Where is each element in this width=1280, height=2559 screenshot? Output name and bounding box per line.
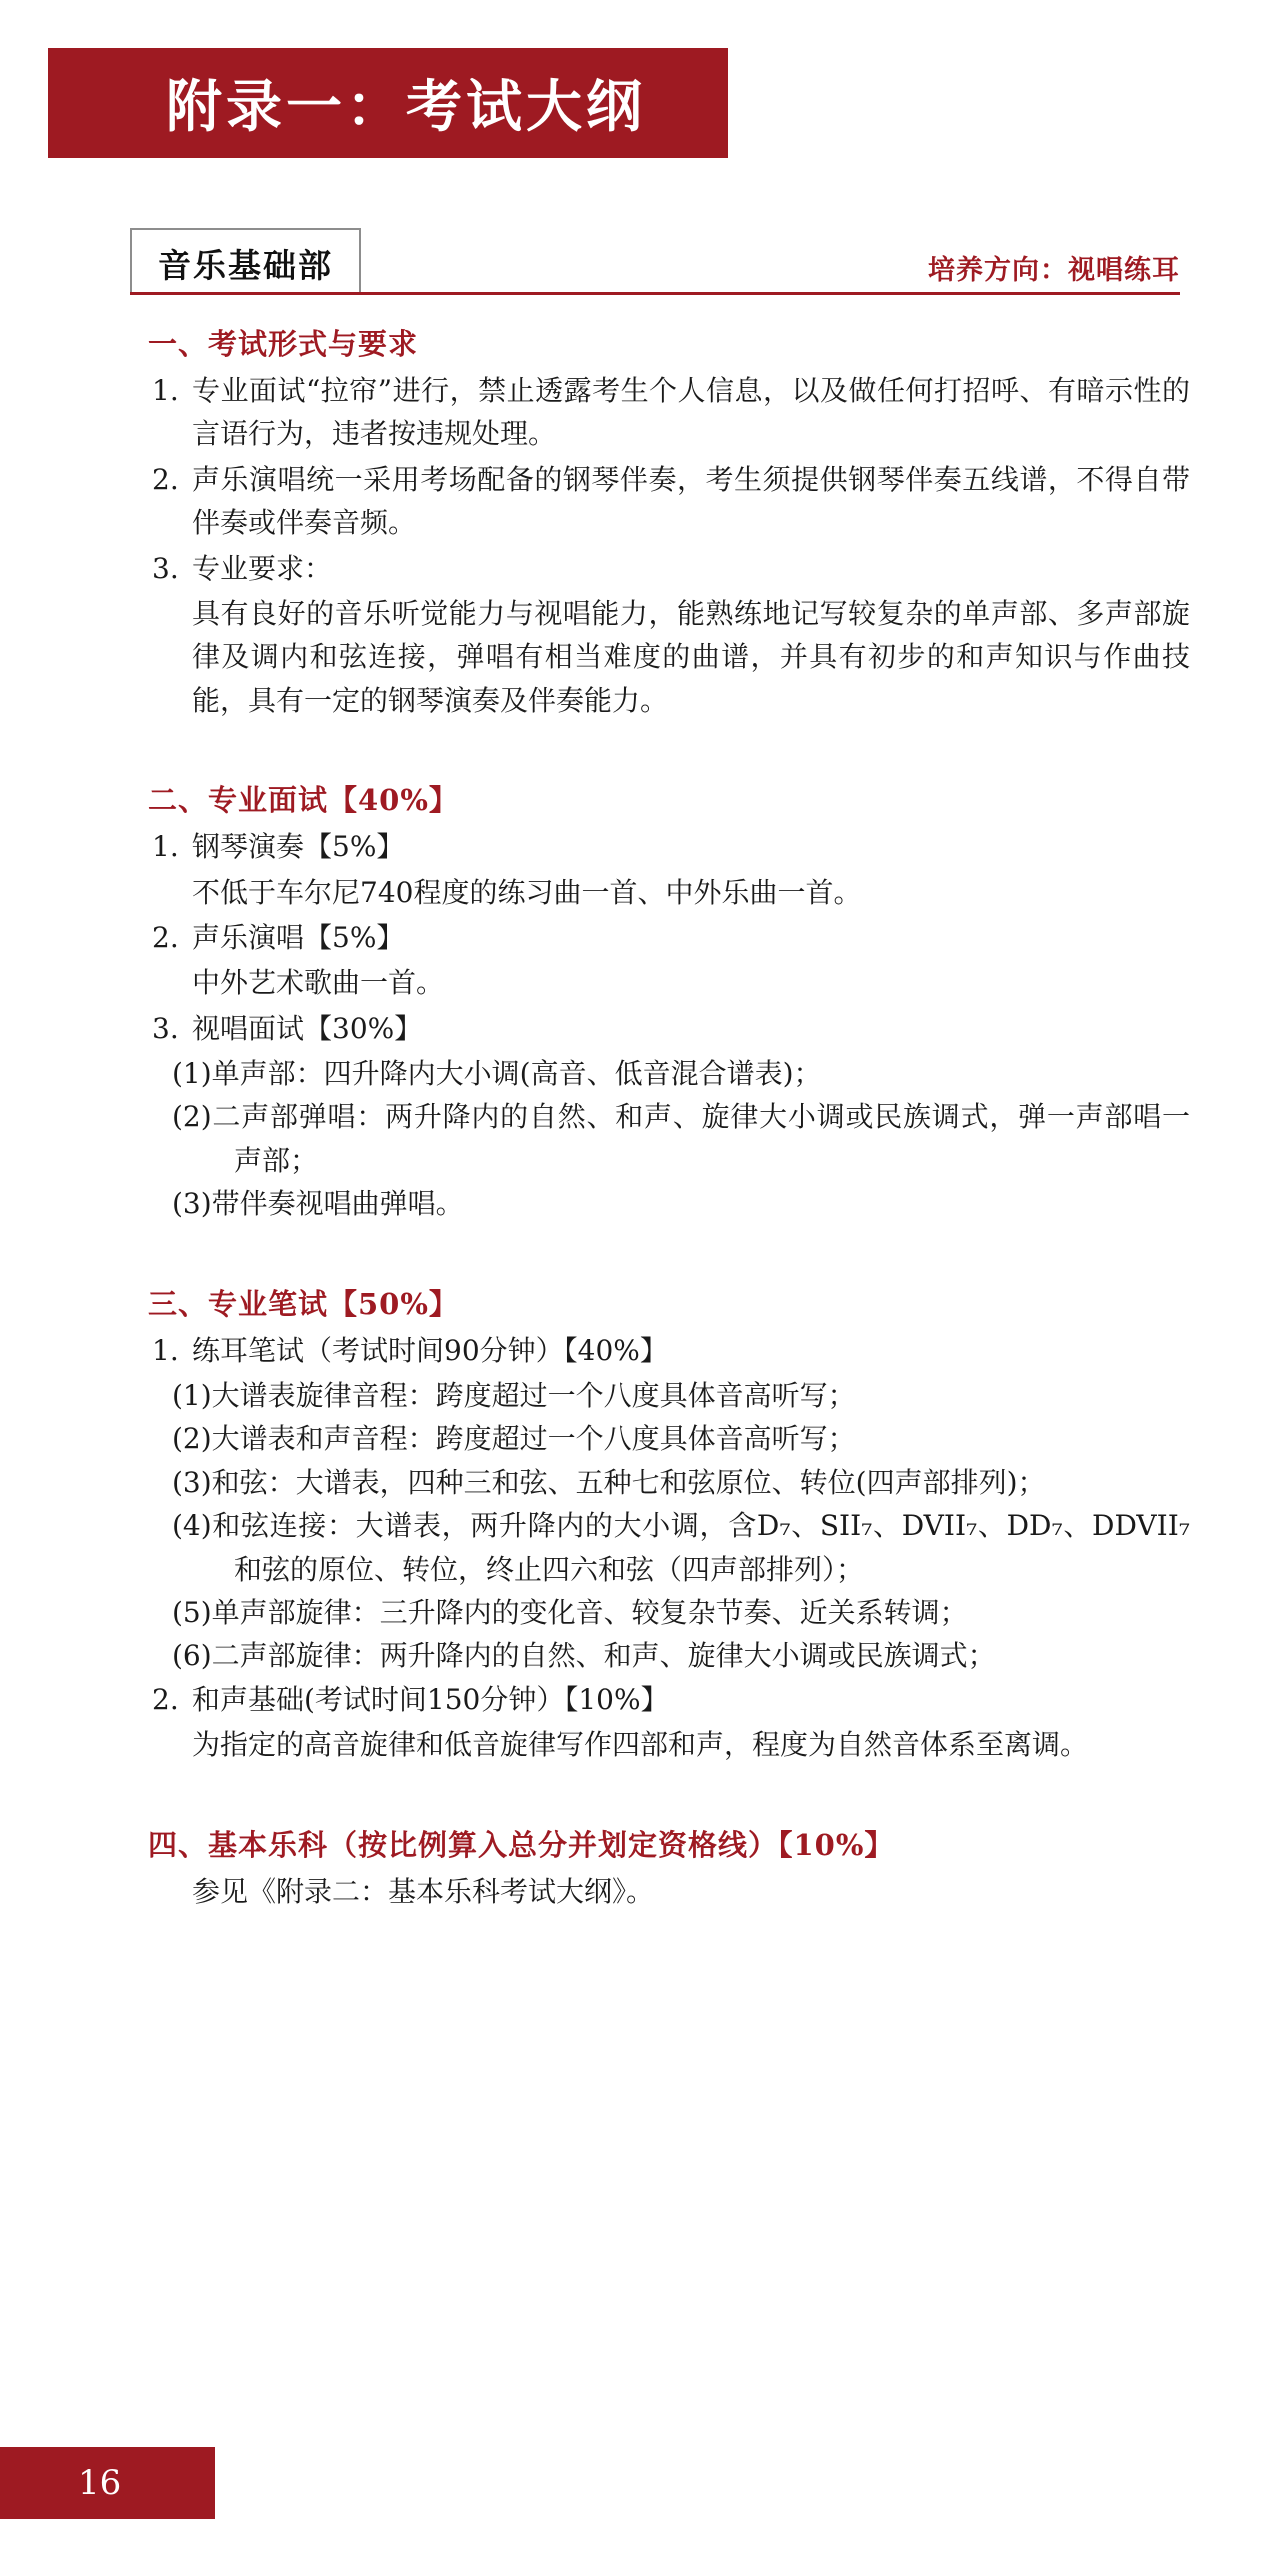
list-item <box>130 369 1190 456</box>
item-number: 3. <box>152 551 179 585</box>
item-text: 视唱面试【30%】 <box>192 1011 423 1045</box>
list-item <box>130 1678 1190 1721</box>
item-number: 3. <box>152 1011 179 1045</box>
title-banner <box>48 48 728 158</box>
section-2-heading: 二、专业面试【40%】 <box>148 783 459 818</box>
list-item <box>130 1007 1190 1050</box>
sub-item: (3)和弦：大谱表，四种三和弦、五种七和弦原位、转位(四声部排列)； <box>172 1465 1046 1499</box>
page-title: 附录一：考试大纲 <box>166 74 646 140</box>
item-number: 2. <box>152 1682 179 1716</box>
item-number: 1. <box>152 374 179 407</box>
section-1-heading: 一、考试形式与要求 <box>148 327 419 361</box>
item-text: 声乐演唱统一采用考场配备的钢琴伴奏，考生须提供钢琴伴奏五线谱，不得自带伴奏或伴奏音频。 <box>192 462 1190 540</box>
section-2-items <box>130 825 1190 1050</box>
spacer <box>130 1793 1190 1823</box>
section-1 <box>130 322 1190 722</box>
section-3 <box>130 1282 1190 1767</box>
document-content <box>130 322 1190 1939</box>
department-box <box>130 228 361 295</box>
item-text: 和声基础(考试时间150分钟）【10%】 <box>192 1682 669 1716</box>
spacer <box>130 1252 1190 1282</box>
spacer <box>130 748 1190 778</box>
sub-item: (3)带伴奏视唱曲弹唱。 <box>172 1187 464 1221</box>
list-item <box>130 547 1190 590</box>
section-3-body: 为指定的高音旋律和低音旋律写作四部和声，程度为自然音体系至离调。 <box>192 1728 1089 1762</box>
list-item <box>130 916 1190 959</box>
list-item <box>130 1329 1190 1372</box>
section-2 <box>130 778 1190 1226</box>
item-text: 钢琴演奏【5%】 <box>192 830 405 864</box>
item-text: 中外艺术歌曲一首。 <box>192 966 445 1000</box>
item-number: 1. <box>152 1333 179 1367</box>
section-1-items <box>130 369 1190 590</box>
sub-item: (5)单声部旋律：三升降内的变化音、较复杂节奏、近关系转调； <box>172 1595 968 1629</box>
sub-item: (1)大谱表旋律音程：跨度超过一个八度具体音高听写； <box>172 1379 856 1413</box>
department-name: 音乐基础部 <box>158 246 333 285</box>
section-1-body: 具有良好的音乐听觉能力与视唱能力，能熟练地记写较复杂的单声部、多声部旋律及调内和弦连接，弹唱有相当难度的曲谱，并具有初步的和声知识与作曲技能，具有一定的钢琴演奏及伴奏能力。 <box>192 596 1190 717</box>
sub-item: (2)大谱表和声音程：跨度超过一个八度具体音高听写； <box>172 1422 856 1456</box>
section-4-heading: 四、基本乐科（按比例算入总分并划定资格线）【10%】 <box>148 1827 895 1862</box>
section-4-body: 参见《附录二：基本乐科考试大纲》。 <box>192 1874 655 1908</box>
item-text: 声乐演唱【5%】 <box>192 920 405 954</box>
footer-bar <box>0 2447 215 2519</box>
list-item <box>130 961 1190 1004</box>
direction-container <box>361 248 1180 295</box>
section-3-items <box>130 1329 1190 1372</box>
section-3-items-2 <box>130 1678 1190 1721</box>
sub-item: (6)二声部旋律：两升降内的自然、和声、旋律大小调或民族调式； <box>172 1639 996 1673</box>
department-row <box>130 228 1180 295</box>
item-number: 1. <box>152 830 179 864</box>
item-text: 练耳笔试（考试时间90分钟）【40%】 <box>192 1333 668 1367</box>
list-item <box>130 458 1190 545</box>
list-item <box>130 871 1190 914</box>
item-number: 2. <box>152 920 179 954</box>
training-direction: 培养方向：视唱练耳 <box>928 255 1180 286</box>
sub-item: (1)单声部：四升降内大小调(高音、低音混合谱表)； <box>172 1057 822 1091</box>
item-number: 2. <box>152 462 179 496</box>
item-text: 专业面试“拉帘”进行，禁止透露考生个人信息，以及做任何打招呼、有暗示性的言语行为，违者按违规处理。 <box>192 374 1190 451</box>
sub-item: (2)二声部弹唱：两升降内的自然、和声、旋律大小调或民族调式，弹一声部唱一声部； <box>172 1100 1190 1177</box>
page-number: 16 <box>78 2463 122 2503</box>
section-4 <box>130 1823 1190 1913</box>
sub-item: (4)和弦连接：大谱表，两升降内的大小调，含D₇、SII₇、DVII₇、DD₇、DDVII₇和弦的原位、转位，终止四六和弦（四声部排列）； <box>172 1509 1190 1586</box>
item-text: 专业要求： <box>192 551 333 585</box>
item-text: 不低于车尔尼740程度的练习曲一首、中外乐曲一首。 <box>192 875 862 909</box>
section-3-heading: 三、专业笔试【50%】 <box>148 1286 459 1321</box>
list-item <box>130 825 1190 868</box>
department-underline <box>130 292 1180 295</box>
